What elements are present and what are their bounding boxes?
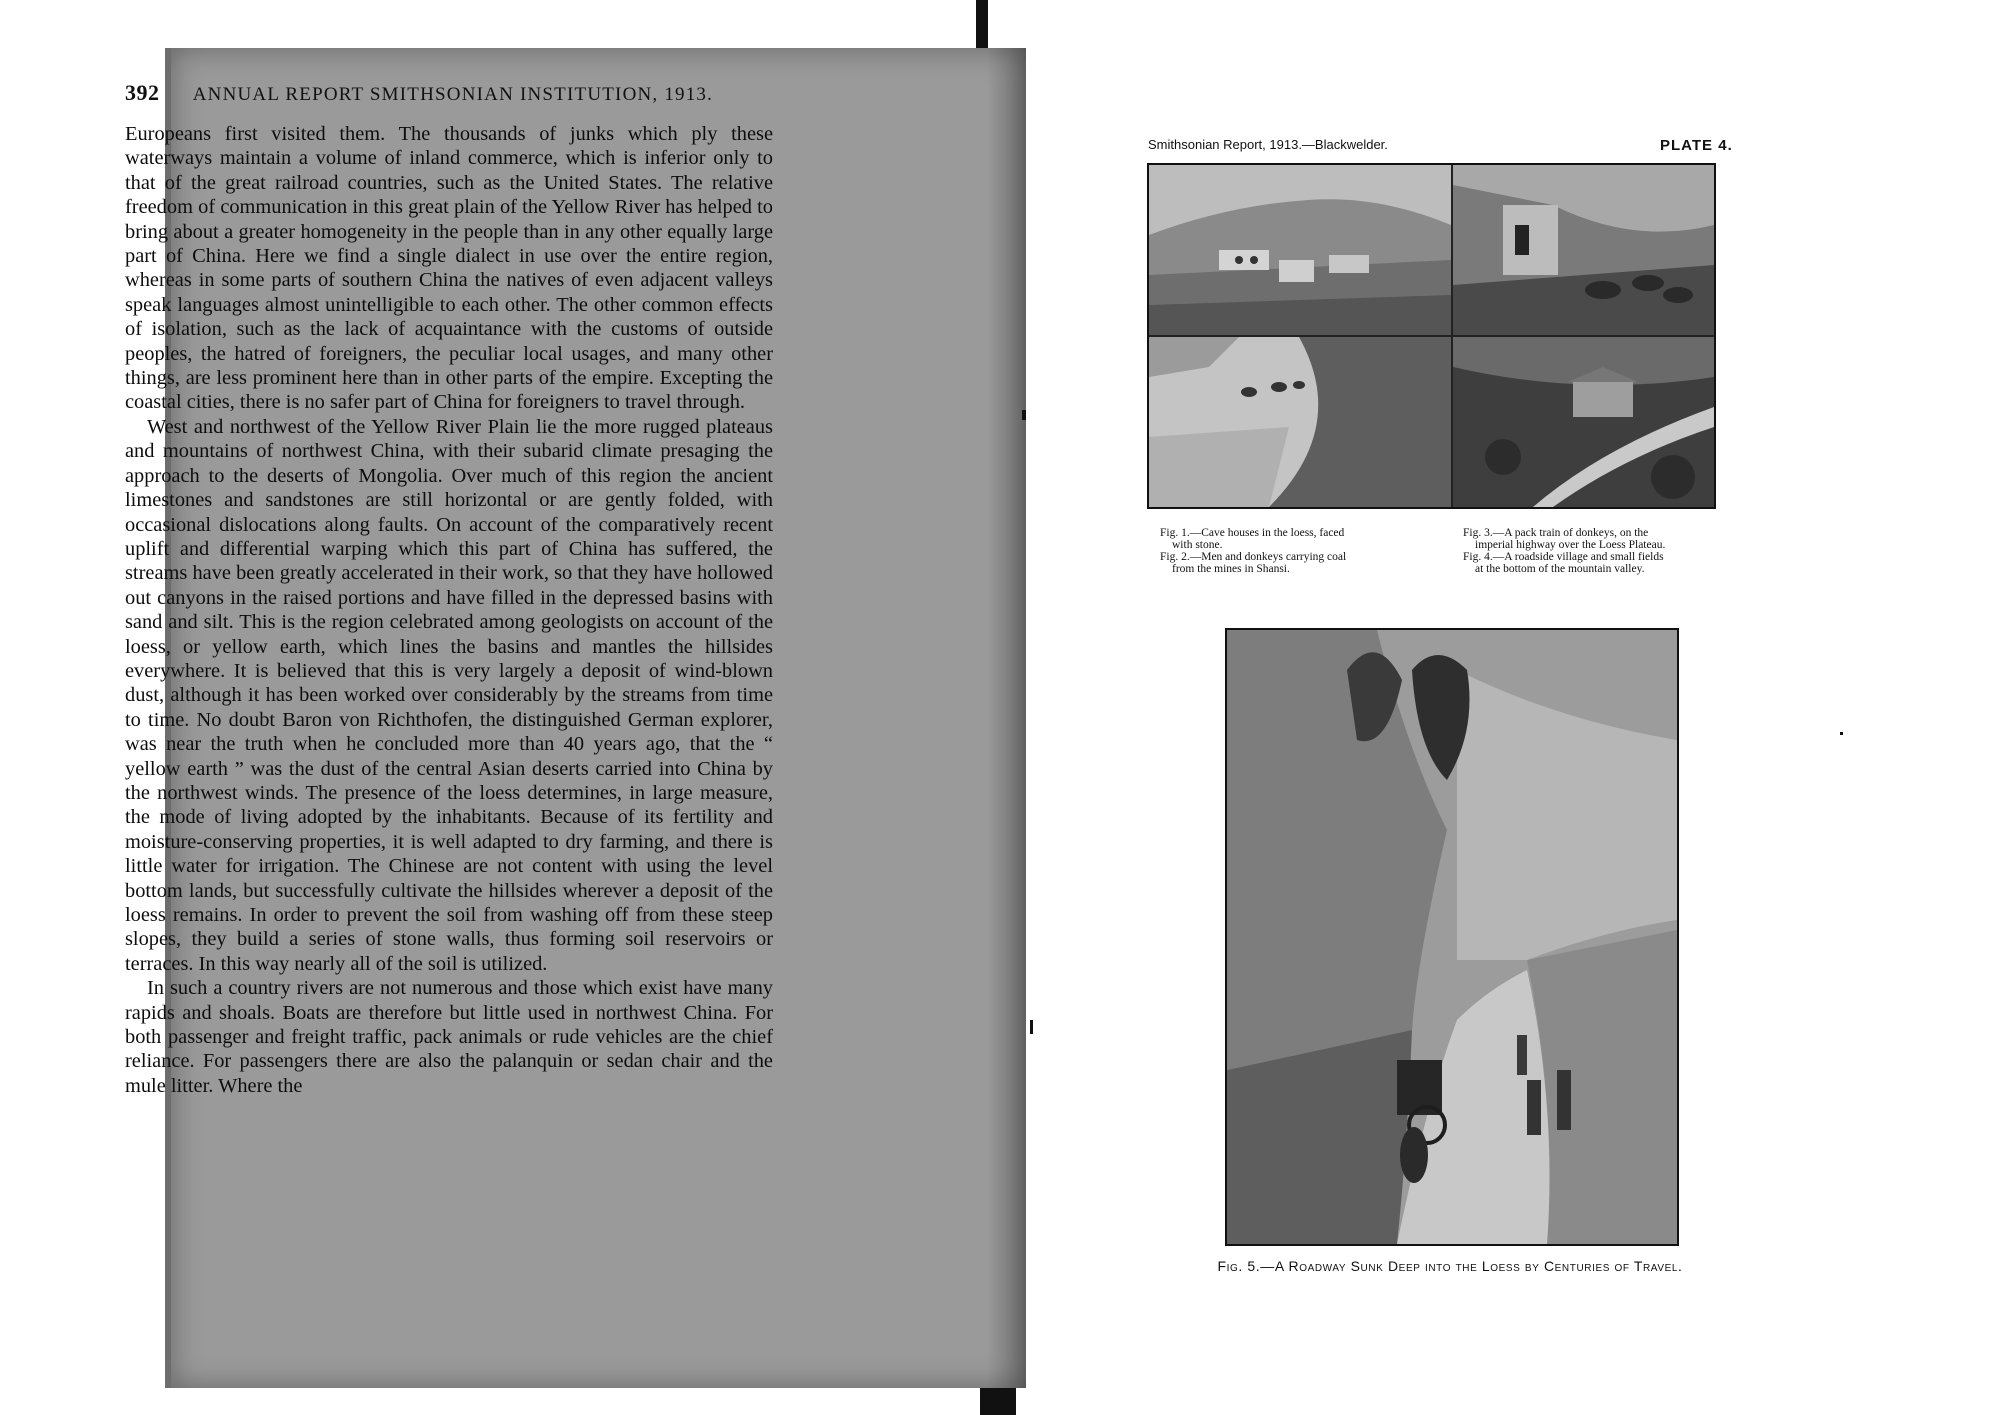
- caption-fig2-cont: from the mines in Shansi.: [1172, 563, 1290, 575]
- paragraph: In such a country rivers are not numerous and those which exist have many rapids and shoals. Boats are therefore but little used in northwest China. For both passenger and freight traffic, pack animals or rude vehicles are the chief reliance. For passengers there are also the palanquin or sedan chair and the mule litter. Where the: [125, 977, 773, 1097]
- left-page-body: [125, 122, 773, 1098]
- fig5-sunken-roadway-photo: [1225, 628, 1679, 1246]
- plate-source: Smithsonian Report, 1913.—Blackwelder.: [1148, 137, 1388, 152]
- running-title: ANNUAL REPORT SMITHSONIAN INSTITUTION, 1913.: [192, 84, 714, 105]
- plate-photo-grid: [1147, 163, 1716, 509]
- caption-fig3-cont: imperial highway over the Loess Plateau.: [1475, 539, 1666, 551]
- caption-fig3: Fig. 3.—A pack train of donkeys, on the: [1463, 527, 1649, 539]
- caption-fig4-cont: at the bottom of the mountain valley.: [1475, 563, 1645, 575]
- scan-speck: [1030, 1020, 1033, 1034]
- caption-fig2: Fig. 2.—Men and donkeys carrying coal: [1160, 551, 1347, 563]
- paragraph: Europeans first visited them. The thousands of junks which ply these waterways maintain a volume of inland commerce, which is inferior only to that of the great railroad countries, such as the United States. The relative freedom of communication in this great plain of the Yellow River has helped to bring about a greater homogeneity in the people than in any other equally large part of China. Here we find a single dialect in use over the entire region, whereas in some parts of southern China the natives of even adjacent valleys speak languages almost unintelligible to each other. The other common effects of isolation, such as the lack of acquaintance with the customs of outside peoples, the hatred of foreigners, the peculiar local usages, and many other things, are less prominent here than in other parts of the empire. Excepting the coastal cities, there is no safer part of China for foreigners to travel through.: [125, 123, 773, 414]
- scan-speck: [1840, 732, 1843, 735]
- left-page-header: [125, 80, 825, 106]
- caption-fig1-cont: with stone.: [1172, 539, 1223, 551]
- paragraph: West and northwest of the Yellow River Plain lie the more rugged plateaus and mountains of northwest China, with their subarid climate presaging the approach to the deserts of Mongolia. Over much of this region the ancient limestones and sandstones are still horizontal or are gently folded, with occasional dislocations along faults. On account of the comparatively recent uplift and differential warping which this part of China has suffered, the streams have been greatly accelerated in their work, so that they have hollowed out canyons in the raised portions and have filled in the depressed basins with sand and silt. This is the region celebrated among geologists on account of the loess, or yellow earth, which lines the basins and mantles the hillsides everywhere. It is believed that this is very largely a deposit of wind-blown dust, although it has been worked over considerably by the streams from time to time. No doubt Baron von Richthofen, the distinguished German explorer, was near the truth when he concluded more than 40 years ago, that the “ yellow earth ” was the dust of the central Asian deserts carried into China by the northwest winds. The presence of the loess determines, in large measure, the mode of living adopted by the inhabitants. Because of its fertility and moisture-conserving properties, it is well adapted to dry farming, and there is little water for irrigation. The Chinese are not content with using the level bottom lands, but successfully cultivate the hillsides wherever a deposit of the loess remains. In order to prevent the soil from washing off from these steep slopes, they build a series of stone walls, thus forming soil reservoirs or terraces. In this way nearly all of the soil is utilized.: [125, 415, 773, 975]
- scan-speck: [1022, 410, 1026, 420]
- caption-fig1: Fig. 1.—Cave houses in the loess, faced: [1160, 527, 1345, 539]
- plate-number: PLATE 4.: [1660, 137, 1733, 154]
- fig4-roadside-village-photo: [1453, 337, 1714, 507]
- plate-captions-right: [1463, 528, 1748, 576]
- page-number: 392: [125, 80, 160, 105]
- fig5-caption: Fig. 5.—A Roadway Sunk Deep into the Loess by Centuries of Travel.: [1217, 1258, 1683, 1274]
- fig3-pack-train-photo: [1149, 337, 1451, 507]
- fig2-coal-donkeys-photo: [1453, 165, 1714, 335]
- caption-fig4: Fig. 4.—A roadside village and small fields: [1463, 551, 1664, 563]
- fig1-cave-houses-photo: [1149, 165, 1451, 335]
- plate-captions-left: [1160, 528, 1442, 576]
